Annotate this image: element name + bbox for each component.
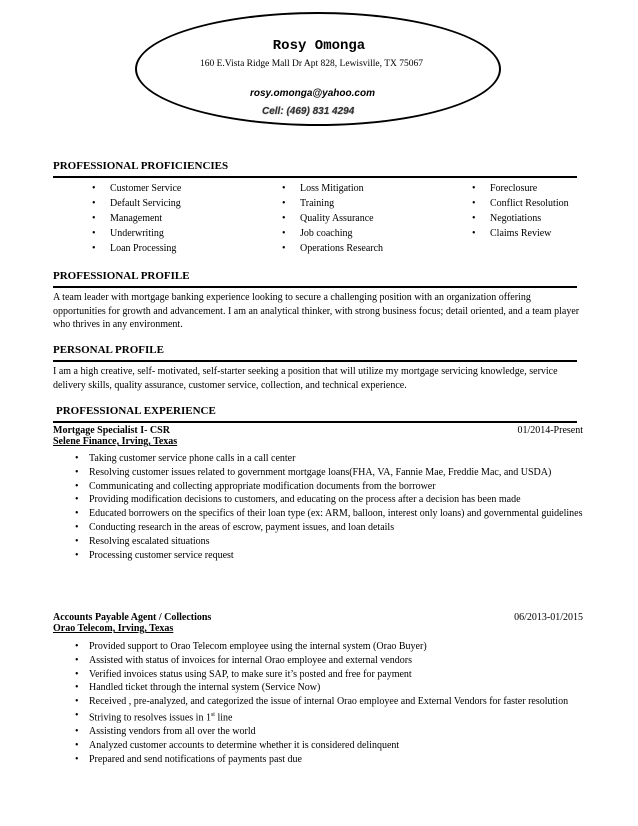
proficiency-item: • Loss Mitigation: [282, 181, 383, 196]
list-item: • Assisting vendors from all over the world: [75, 725, 585, 739]
section-rule: [53, 176, 577, 178]
section-rule: [53, 421, 577, 423]
list-item: • Provided support to Orao Telecom employee using the internal system (Orao Buyer): [75, 640, 585, 654]
section-heading-personal: PERSONAL PROFILE: [53, 344, 164, 356]
bullet-text: Striving to resolves issues in 1: [89, 712, 211, 724]
job-company: Selene Finance, Irving, Texas: [53, 436, 178, 447]
list-item: • Handled ticket through the internal system (Service Now): [75, 681, 585, 695]
proficiency-item: • Quality Assurance: [282, 211, 383, 226]
list-item: • Assisted with status of invoices for internal Orao employee and external vendors: [75, 654, 585, 668]
list-item: • Verified invoices status using SAP, to make sure it’s posted and free for payment: [75, 668, 585, 682]
proficiency-item: • Customer Service: [92, 181, 181, 196]
superscript: st: [210, 711, 215, 718]
job-header-2: [53, 612, 583, 634]
proficiency-column-1: [92, 181, 181, 256]
proficiency-item: • Claims Review: [472, 226, 569, 241]
profile-text: A team leader with mortgage banking experience looking to secure a challenging position with an organization offering opportunities for growth and advancement. I am an analytical thinker, with strong business focus; detail oriented, and a team player who thrives in any environment.: [53, 292, 580, 330]
candidate-name: Rosy Omonga: [272, 38, 366, 54]
list-item: • Resolving customer issues related to government mortgage loans(FHA, VA, Fannie Mae, Freddie Mac, and USDA): [75, 466, 585, 480]
list-item: • Prepared and send notifications of payments past due: [75, 753, 585, 767]
proficiency-item: • Underwriting: [92, 226, 181, 241]
section-heading-profile: PROFESSIONAL PROFILE: [53, 270, 190, 282]
proficiency-item: • Training: [282, 196, 383, 211]
list-item: • Conducting research in the areas of escrow, payment issues, and loan details: [75, 521, 585, 535]
list-item: • Received , pre-analyzed, and categorized the issue of internal Orao employee and External Vendors for faster resolution: [75, 695, 585, 709]
proficiency-item: • Foreclosure: [472, 181, 569, 196]
proficiency-item: • Management: [92, 211, 181, 226]
job-title: Mortgage Specialist I- CSR: [53, 425, 170, 436]
list-item: • Taking customer service phone calls in a call center: [75, 452, 585, 466]
bullet-text-tail: line: [214, 712, 233, 724]
job-dates: 06/2013-01/2015: [514, 612, 583, 623]
job-bullets-1: [75, 452, 585, 562]
address: 160 E.Vista Ridge Mall Dr Apt 828, Lewisville, TX 75067: [200, 59, 424, 69]
job-bullets-2: [75, 640, 585, 767]
personal-text: I am a high creative, self- motivated, self-starter seeking a position that will utilize my mortgage servicing knowledge, service delivery skills, quality assurance, customer service, collection, and technical experience.: [53, 366, 558, 391]
proficiency-item: • Operations Research: [282, 241, 383, 256]
list-item: • Resolving escalated situations: [75, 535, 585, 549]
email[interactable]: rosy.omonga@yahoo.com: [250, 88, 375, 99]
section-heading-proficiencies: PROFESSIONAL PROFICIENCIES: [53, 160, 229, 172]
proficiency-column-3: [472, 181, 569, 241]
section-rule: [53, 286, 577, 288]
proficiency-item: • Loan Processing: [92, 241, 181, 256]
proficiency-item: • Negotiations: [472, 211, 569, 226]
job-title: Accounts Payable Agent / Collections: [53, 612, 212, 623]
job-dates: 01/2014-Present: [517, 425, 583, 436]
proficiency-column-2: [282, 181, 383, 256]
list-item: [75, 709, 585, 725]
proficiency-item: • Job coaching: [282, 226, 383, 241]
list-item: • Processing customer service request: [75, 549, 585, 563]
proficiency-item: • Conflict Resolution: [472, 196, 569, 211]
section-heading-experience: PROFESSIONAL EXPERIENCE: [56, 405, 216, 417]
phone: Cell: (469) 831 4294: [262, 106, 355, 117]
list-item: • Educated borrowers on the specifics of their loan type (ex: ARM, balloon, interest only loans) and governmental guidelines: [75, 507, 585, 521]
list-item: • Communicating and collecting appropriate modification documents from the borrower: [75, 480, 585, 494]
proficiency-item: • Default Servicing: [92, 196, 181, 211]
job-company: Orao Telecom, Irving, Texas: [53, 623, 174, 634]
section-rule: [53, 360, 577, 362]
job-header-1: [53, 425, 583, 447]
list-item: • Analyzed customer accounts to determine whether it is considered delinquent: [75, 739, 585, 753]
list-item: • Providing modification decisions to customers, and educating on the process after a decision has been made: [75, 493, 585, 507]
